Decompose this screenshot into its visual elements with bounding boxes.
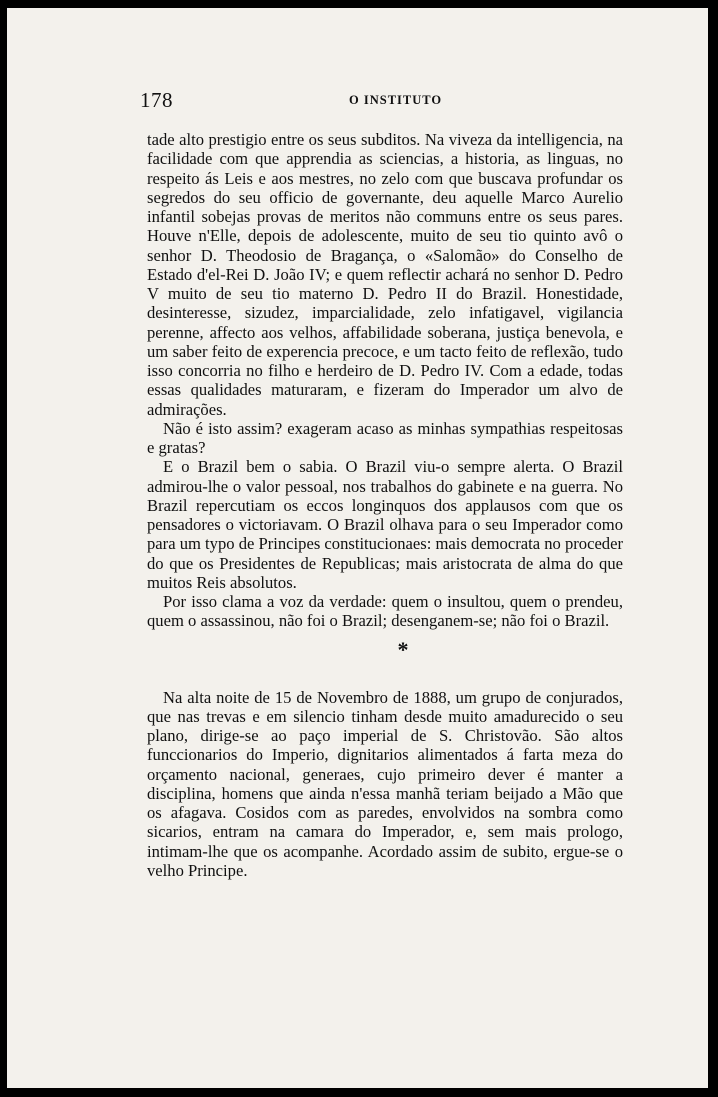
- paragraph-3: E o Brazil bem o sabia. O Brazil viu-o sempre alerta. O Brazil admirou-lhe o valor pessoal, nos trabalhos do gabinete e na guerra. No Brazil repercutiam os eccos longinquos dos applausos com que os pensadores o victoriavam. O Brazil olhava para o seu Imperador como para um typo de Principes constitucionaes: mais democrata no proceder do que os Presidentes de Republicas; mais aristocrata de alma do que muitos Reis absolutos.: [147, 457, 623, 592]
- body-text: [147, 130, 623, 880]
- book-page: [7, 8, 708, 1088]
- section-separator: *: [397, 636, 409, 662]
- page-number: 178: [140, 88, 173, 112]
- paragraph-4: Por isso clama a voz da verdade: quem o insultou, quem o prendeu, quem o assassinou, não foi o Brazil; desenganem-se; não foi o Brazil.: [147, 592, 623, 631]
- paragraph-5: Na alta noite de 15 de Novembro de 1888, um grupo de conjurados, que nas trevas e em silencio tinham desde muito amadurecido o seu plano, dirige-se ao paço imperial de S. Christovão. São altos funccionarios do Imperio, dignitarios alimentados á farta meza do orçamento nacional, generaes, cujo primeiro dever é manter a disciplina, homens que ainda n'essa manhã teriam beijado a Mão que os afagava. Cosidos com as paredes, envolvidos na sombra como sicarios, entram na camara do Imperador, e, sem mais prologo, intimam-lhe que os acompanhe. Acordado assim de subito, ergue-se o velho Principe.: [147, 687, 623, 880]
- paragraph-2: Não é isto assim? exageram acaso as minhas sympathias respeitosas e gratas?: [147, 418, 623, 457]
- paragraph-1: tade alto prestigio entre os seus subditos. Na viveza da intelligencia, na facilidade com que apprendia as sciencias, a historia, as linguas, no respeito ás Leis e aos mestres, no zelo com que buscava profundar os segredos do seu officio de governante, deu aquelle Marco Aurelio infantil sobejas provas de meritos não communs entre os seus pares. Houve n'Elle, depois de adolescente, muito de seu tio quinto avô o senhor D. Theodosio de Bragança, o «Salomão» do Conselho de Estado d'el-Rei D. João IV; e quem reflectir achará no senhor D. Pedro V muito de seu tio materno D. Pedro II do Brazil. Honestidade, desinteresse, sizudez, imparcialidade, zelo infatigavel, vigilancia perenne, affecto aos velhos, affabilidade soberana, justiça benevola, e um saber feito de experencia precoce, e um tacto feito de reflexão, tudo isso concorria no filho e herdeiro de D. Pedro IV. Com a edade, todas essas qualidades maturaram, e fizeram do Imperador um alvo de admirações.: [147, 130, 623, 419]
- running-head: O INSTITUTO: [349, 93, 443, 107]
- page-header: [140, 88, 630, 114]
